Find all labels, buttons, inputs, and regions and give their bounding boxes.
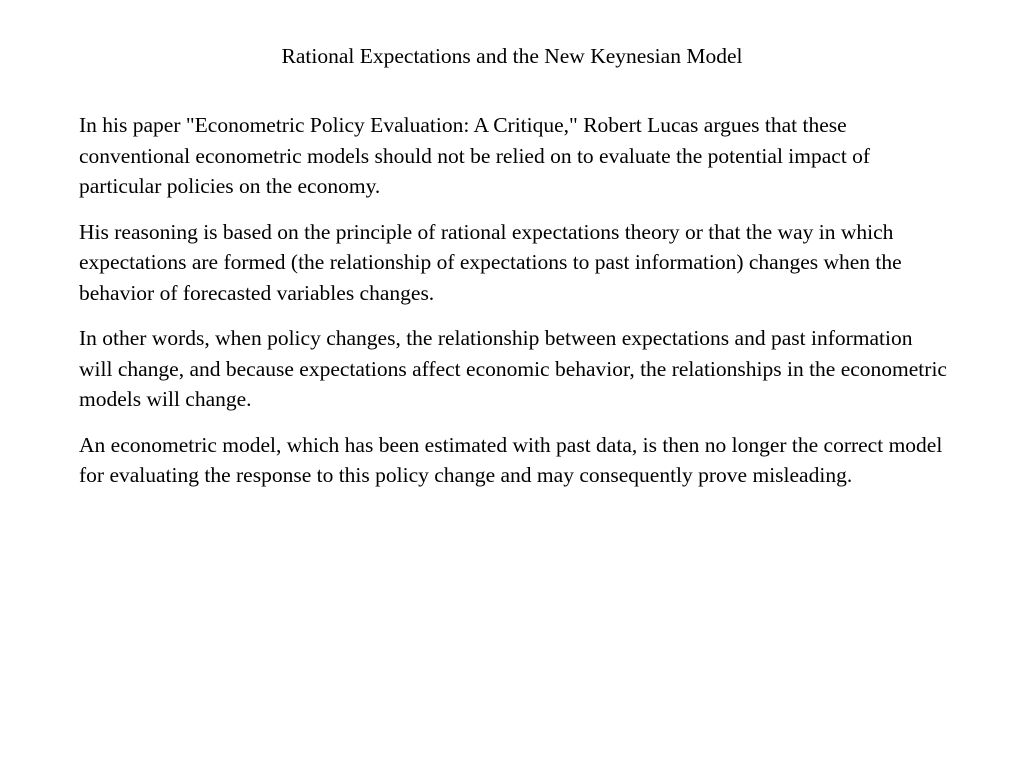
paragraph-other-words: In other words, when policy changes, the relationship between expectations and past information will change, and because expectations affect economic behavior, the relationships in the econometric models will change. [79,326,947,411]
slide-body [79,110,951,506]
paragraph-reasoning: His reasoning is based on the principle of rational expectations theory or that the way in which expectations are formed (the relationship of expectations to past information) changes when the behavior of forecasted variables changes. [79,219,902,305]
paragraph-conclusion: An econometric model, which has been estimated with past data, is then no longer the correct model for evaluating the response to this policy change and may consequently prove misleading. [79,432,943,487]
slide-title: Rational Expectations and the New Keynesian Model [281,44,743,68]
paragraph-lucas-critique: In his paper "Econometric Policy Evaluation: A Critique," Robert Lucas argues that these conventional econometric models should not be relied on to evaluate the potential impact of particular policies on the economy. [79,113,871,198]
